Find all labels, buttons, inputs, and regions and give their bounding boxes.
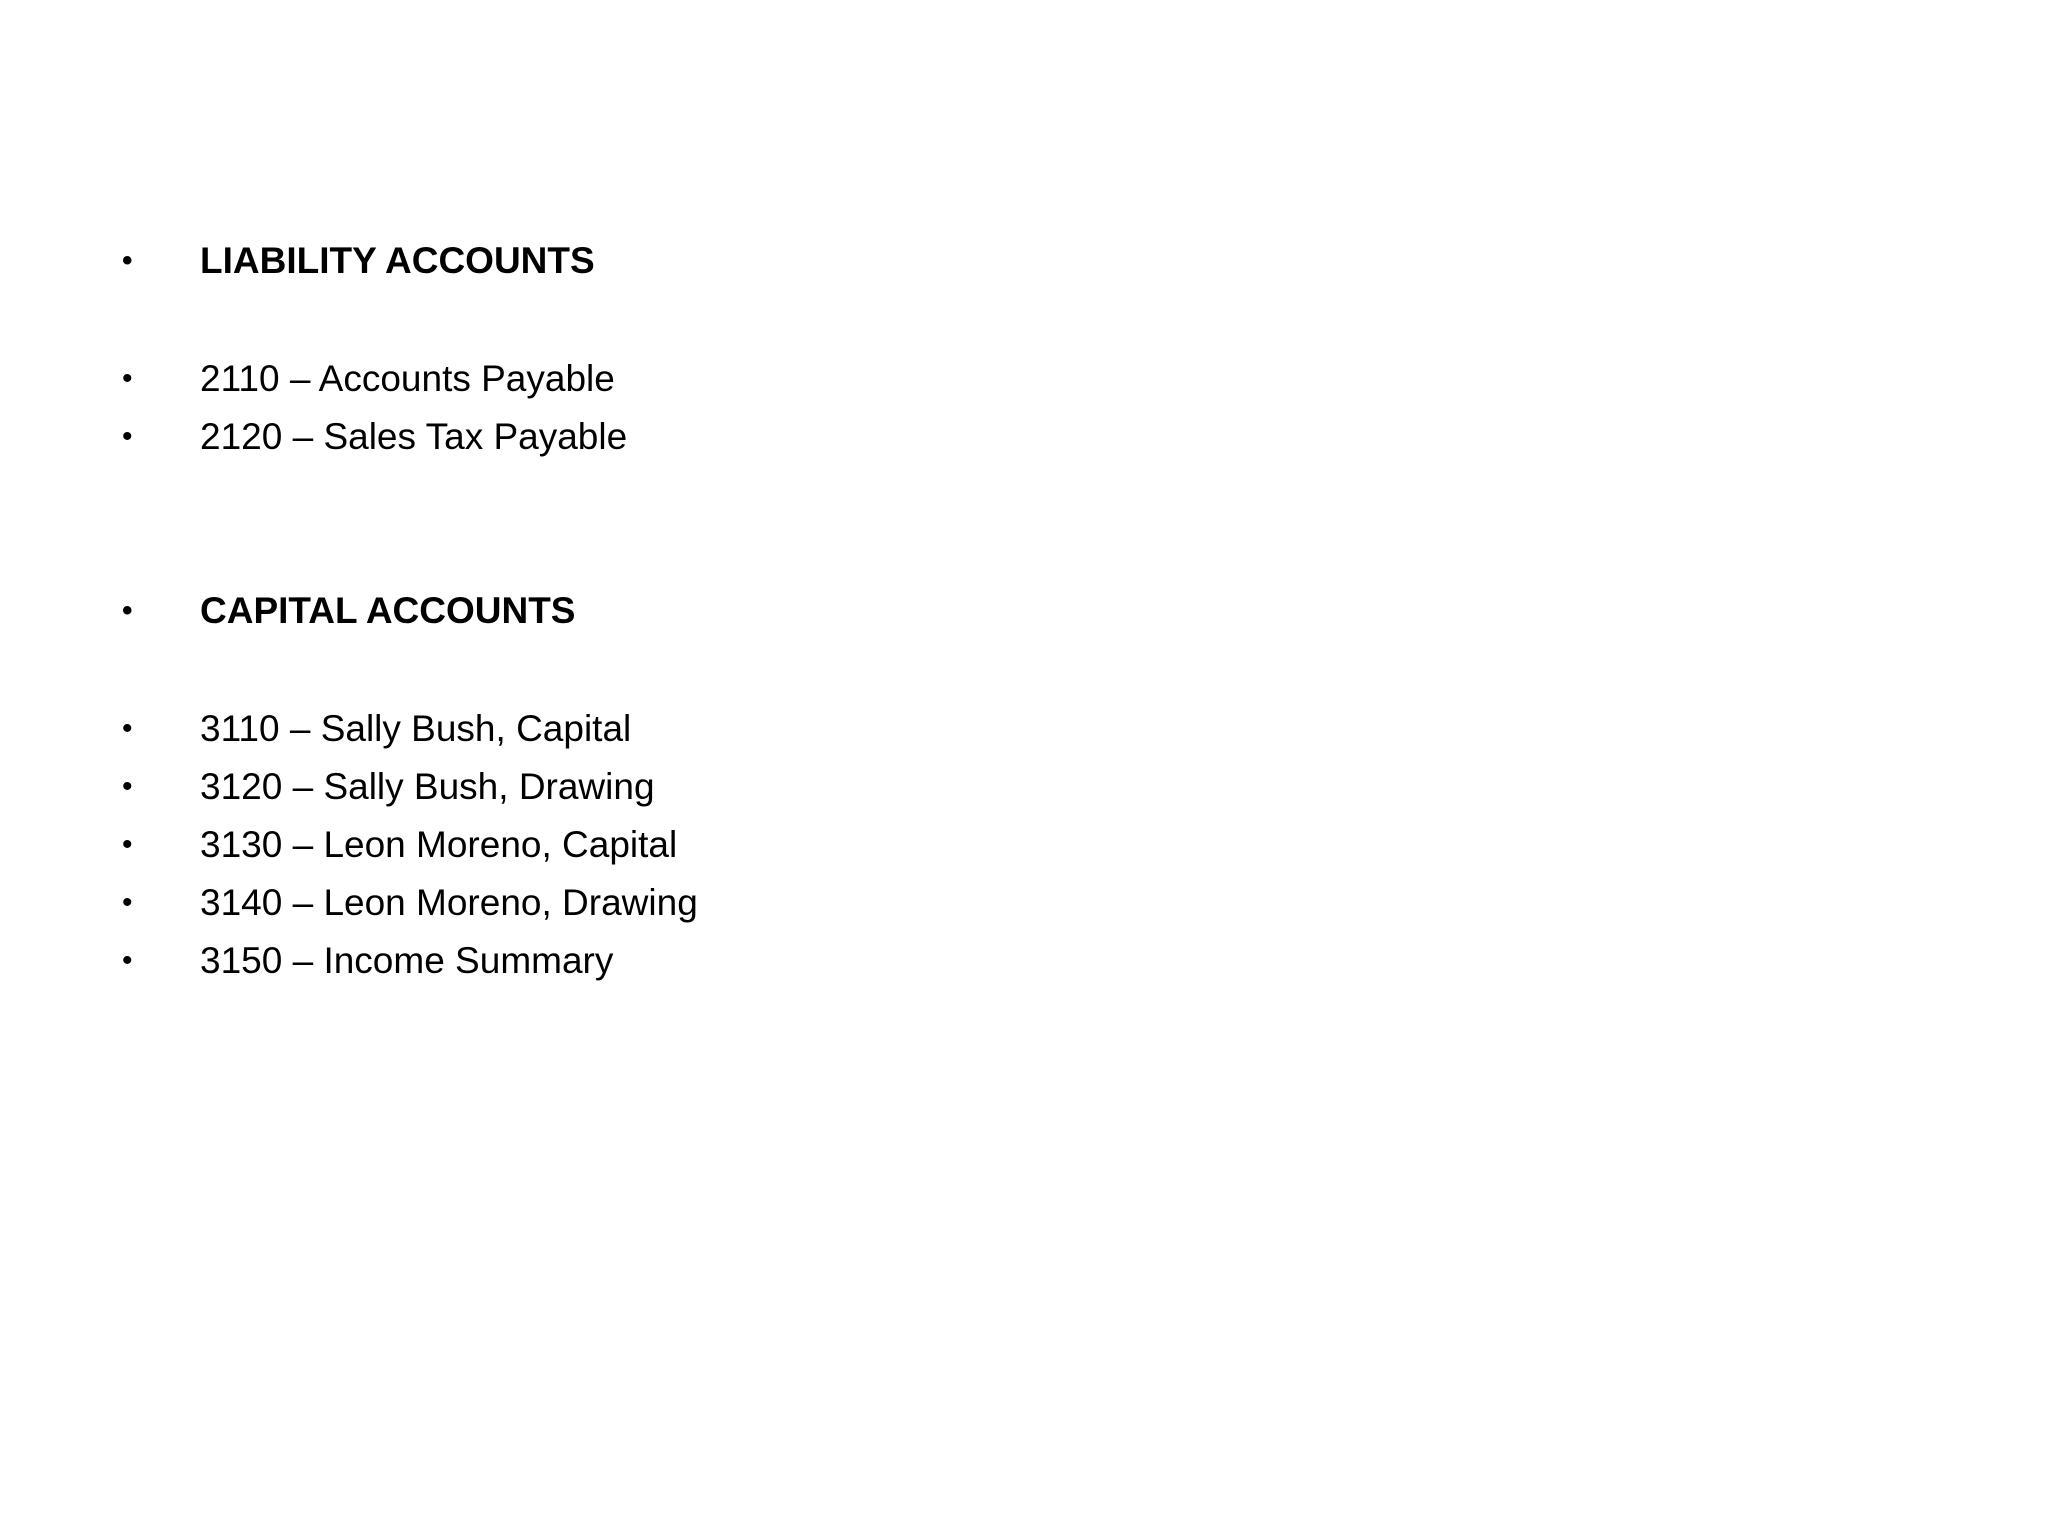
section-heading xyxy=(122,582,1822,640)
section-heading-text: CAPITAL ACCOUNTS xyxy=(200,590,576,631)
liability-accounts-section xyxy=(122,232,1822,466)
list-item-text: 2120 – Sales Tax Payable xyxy=(200,416,628,457)
list-item xyxy=(122,758,1822,816)
section-heading-text: LIABILITY ACCOUNTS xyxy=(200,240,595,281)
bullet-icon: • xyxy=(122,712,133,745)
list-item-text: 3140 – Leon Moreno, Drawing xyxy=(200,882,698,923)
bullet-icon: • xyxy=(122,944,133,977)
bullet-icon: • xyxy=(122,420,133,453)
list-item xyxy=(122,350,1822,408)
capital-accounts-section xyxy=(122,582,1822,990)
list-item-text: 3130 – Leon Moreno, Capital xyxy=(200,824,678,865)
list-item-text: 3150 – Income Summary xyxy=(200,940,614,981)
section-heading xyxy=(122,232,1822,290)
list-item xyxy=(122,408,1822,466)
list-item-text: 3110 – Sally Bush, Capital xyxy=(200,708,632,749)
list-item xyxy=(122,700,1822,758)
list-item-text: 2110 – Accounts Payable xyxy=(200,358,615,399)
list-item-text: 3120 – Sally Bush, Drawing xyxy=(200,766,655,807)
account-list xyxy=(122,232,1822,990)
list-item xyxy=(122,816,1822,874)
bullet-icon: • xyxy=(122,770,133,803)
list-item xyxy=(122,874,1822,932)
bullet-icon: • xyxy=(122,362,133,395)
list-item xyxy=(122,932,1822,990)
bullet-icon: • xyxy=(122,594,133,627)
bullet-icon: • xyxy=(122,244,133,277)
bullet-icon: • xyxy=(122,886,133,919)
bullet-icon: • xyxy=(122,828,133,861)
